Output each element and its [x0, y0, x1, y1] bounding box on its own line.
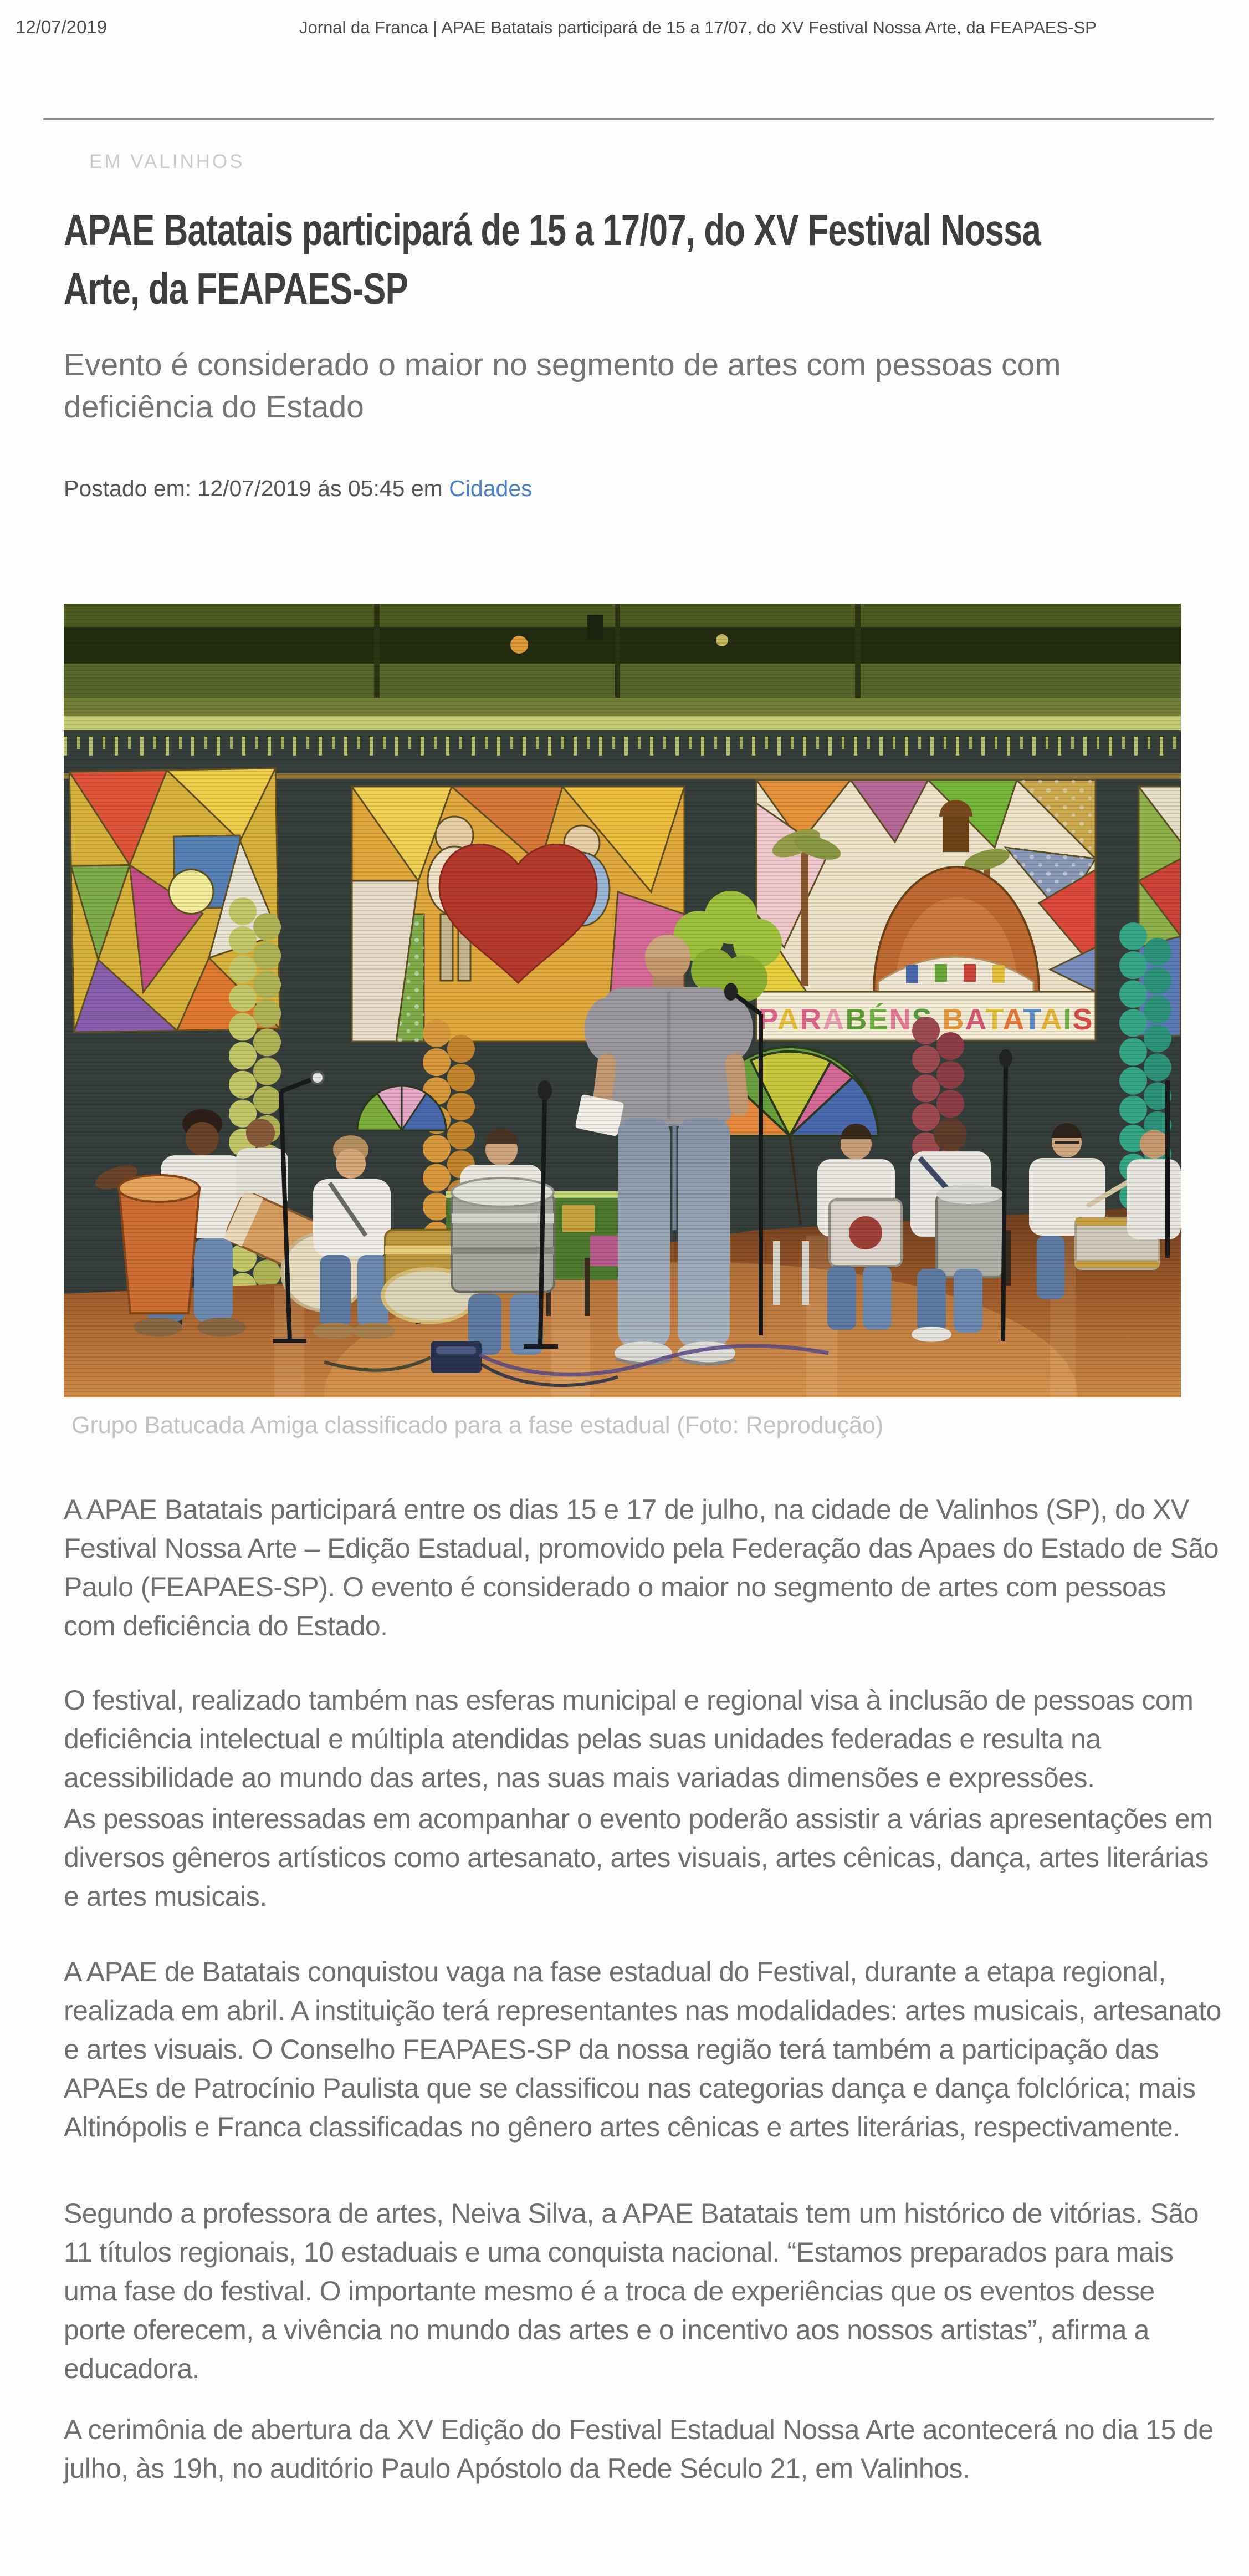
posted-line [64, 476, 1223, 502]
stage-photo-illustration [64, 604, 1181, 1397]
headline-line-1: APAE Batatais participará de 15 a 17/07, do XV Festival Nossa [64, 205, 1041, 254]
headline-line-2: Arte, da FEAPAES-SP [64, 264, 408, 313]
article-paragraph: A APAE de Batatais conquistou vaga na fase estadual do Festival, durante a etapa regional, realizada em abril. A instituição terá representantes nas modalidades: artes musicais, artesanato e artes visuais. O Conselho FEAPAES-SP da nossa região terá também a participação das APAEs de Patrocínio Paulista que se classificou nas categorias dança e dança folclórica; mais Altinópolis e Franca classificadas no gênero artes cênicas e artes literárias, respectivamente. [64, 1956, 1221, 2143]
subheadline: Evento é considerado o maior no segmento de artes com pessoas com deficiência do Estado [64, 347, 1061, 425]
print-date: 12/07/2019 [16, 17, 108, 37]
header-divider [43, 118, 1214, 120]
category-link[interactable]: Cidades [449, 476, 533, 501]
article-paragraph: Segundo a professora de artes, Neiva Silva, a APAE Batatais tem um histórico de vitórias. São 11 títulos regionais, 10 estaduais e uma conquista nacional. “Estamos preparados para mais uma fase do festival. O importante mesmo é a troca de experiências que os eventos desse porte oferecem, a vivência no mundo das artes e o incentivo aos nossos artistas”, afirma a educadora. [64, 2198, 1199, 2384]
headline [64, 201, 1041, 318]
article-paragraph: As pessoas interessadas em acompanhar o evento poderão assistir a várias apresentações em diversos gêneros artísticos como artesanato, artes visuais, artes cênicas, dança, artes literárias e artes musicais. [64, 1803, 1213, 1912]
article-figure [64, 604, 1223, 1439]
print-header [0, 16, 1249, 43]
photo-caption: Grupo Batucada Amiga classificado para a fase estadual (Foto: Reprodução) [71, 1412, 884, 1439]
article-photo [64, 604, 1181, 1397]
article-paragraph: O festival, realizado também nas esferas municipal e regional visa à inclusão de pessoas com deficiência intelectual e múltipla atendidas pelas suas unidades federadas e resulta na acessibilidade ao mundo das artes, nas suas mais variadas dimensões e expressões. [64, 1685, 1194, 1793]
print-title: Jornal da Franca | APAE Batatais participará de 15 a 17/07, do XV Festival Nossa Arte, da FEAPAES-SP [299, 18, 1097, 37]
article [64, 139, 1223, 2488]
article-paragraph: A cerimônia de abertura da XV Edição do Festival Estadual Nossa Arte acontecerá no dia 15 de julho, às 19h, no auditório Paulo Apóstolo da Rede Século 21, em Valinhos. [64, 2414, 1214, 2484]
article-paragraph: A APAE Batatais participará entre os dias 15 e 17 de julho, na cidade de Valinhos (SP), do XV Festival Nossa Arte – Edição Estadual, promovido pela Federação das Apaes do Estado de São Paulo (FEAPAES-SP). O evento é considerado o maior no segmento de artes com pessoas com deficiência do Estado. [64, 1494, 1219, 1641]
category-label: EM VALINHOS [89, 151, 245, 172]
scanline-overlay [64, 604, 1181, 1397]
posted-text: Postado em: 12/07/2019 ás 05:45 em [64, 476, 443, 501]
